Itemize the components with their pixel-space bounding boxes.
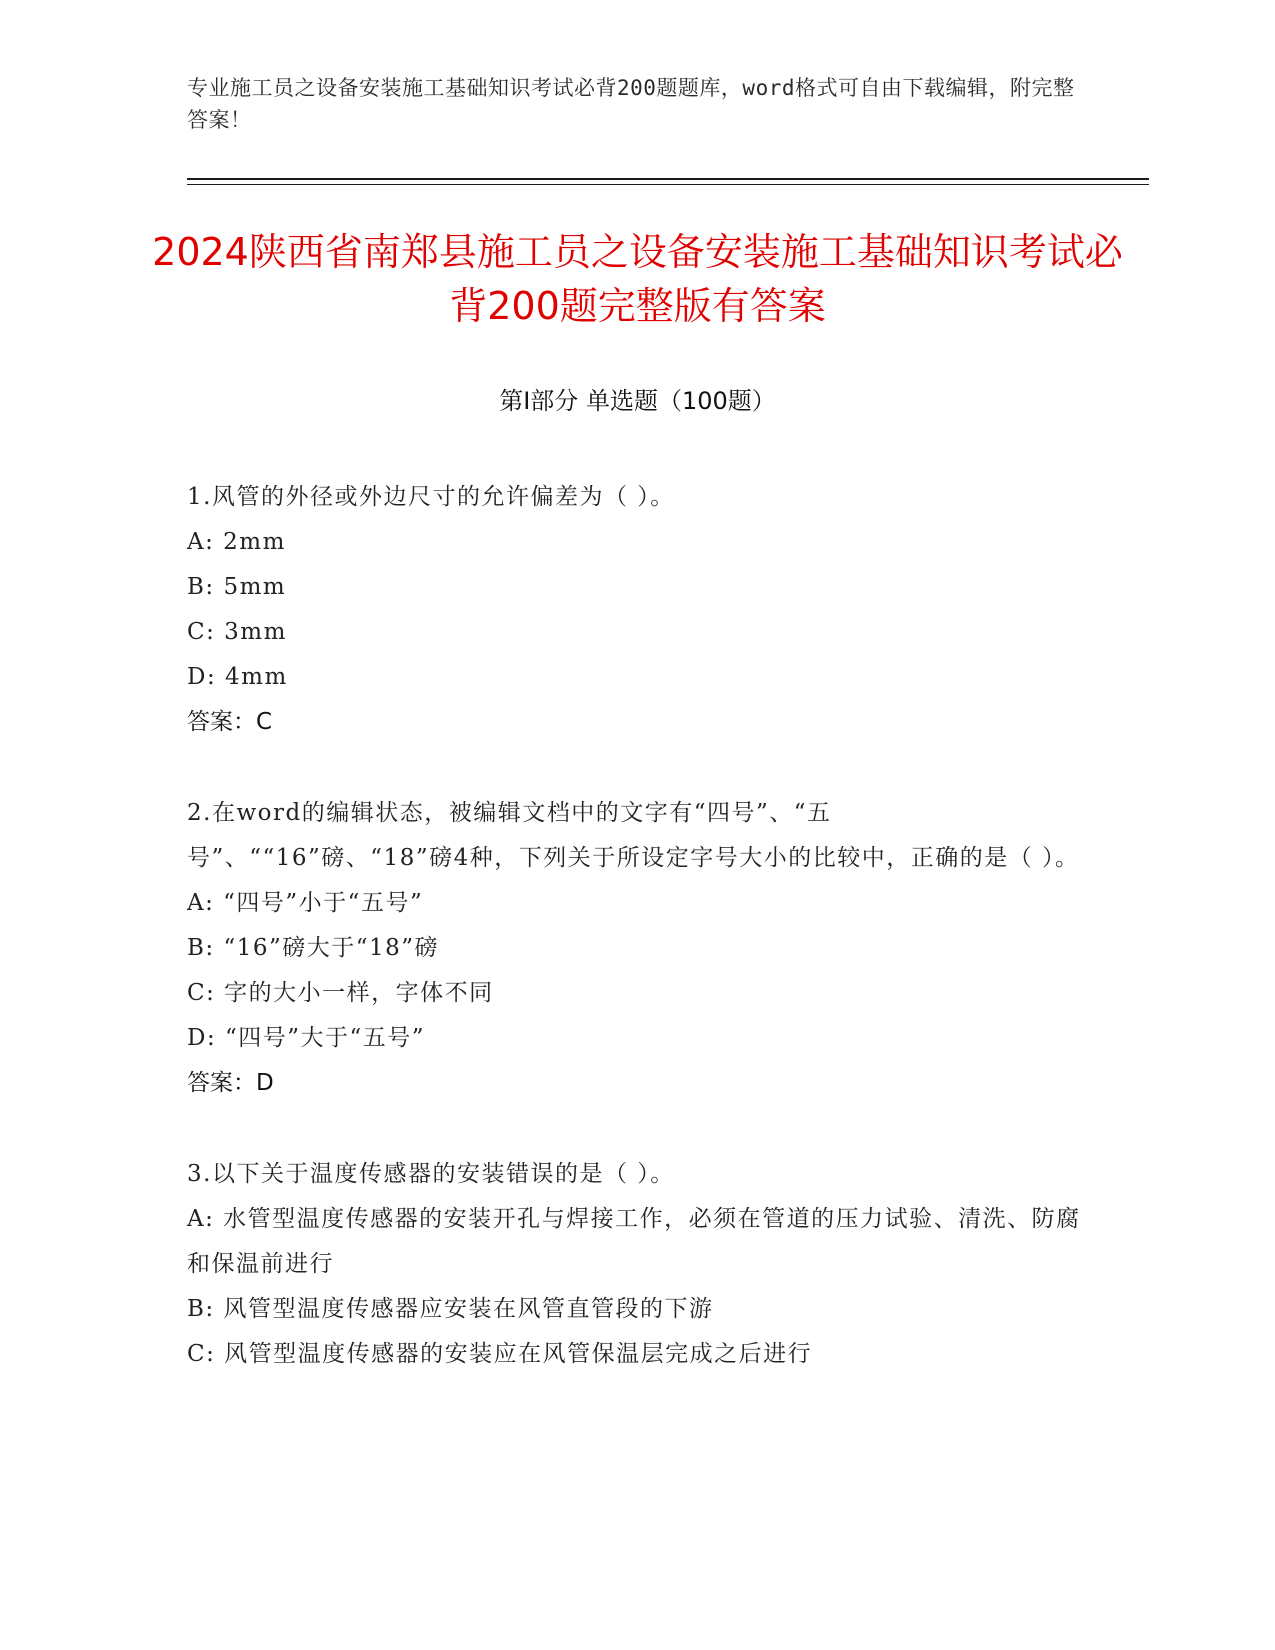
option-d: D: “四号”大于“五号”: [187, 1025, 426, 1051]
document-title: 2024陕西省南郑县施工员之设备安装施工基础知识考试必背200题完整版有答案: [152, 230, 1123, 328]
section-heading: 第Ⅰ部分 单选题（100题）: [499, 387, 776, 415]
header-note: 专业施工员之设备安装施工基础知识考试必背200题题库，word格式可自由下载编辑，附完整答案！: [187, 76, 1075, 132]
header-divider-thick: [187, 178, 1149, 180]
option-c: C: 字的大小一样，字体不同: [187, 980, 494, 1006]
option-c: C: 3mm: [187, 619, 287, 645]
option-a: A: 2mm: [187, 529, 286, 555]
option-c: C: 风管型温度传感器的安装应在风管保温层完成之后进行: [187, 1341, 813, 1367]
option-b: B: “16”磅大于“18”磅: [187, 935, 440, 961]
question-list: [187, 475, 1087, 1423]
answer: 答案：D: [187, 1070, 274, 1096]
option-a: A: “四号”小于“五号”: [187, 890, 424, 916]
answer: 答案：C: [187, 709, 273, 735]
option-b: B: 5mm: [187, 574, 287, 600]
question-stem: 3.以下关于温度传感器的安装错误的是（ ）。: [187, 1161, 675, 1187]
header-divider-thin: [187, 184, 1149, 185]
option-b: B: 风管型温度传感器应安装在风管直管段的下游: [187, 1296, 714, 1322]
question-stem: 2.在word的编辑状态，被编辑文档中的文字有“四号”、“五号”、““16”磅、“18”磅4种，下列关于所设定字号大小的比较中，正确的是（ ）。: [187, 800, 1080, 871]
option-d: D: 4mm: [187, 664, 288, 690]
question-3: [187, 1152, 1087, 1377]
question-stem: 1.风管的外径或外边尺寸的允许偏差为（ ）。: [187, 484, 675, 510]
option-a: A: 水管型温度传感器的安装开孔与焊接工作，必须在管道的压力试验、清洗、防腐和保温前进行: [187, 1206, 1081, 1277]
question-1: [187, 475, 1087, 745]
question-2: [187, 791, 1087, 1106]
